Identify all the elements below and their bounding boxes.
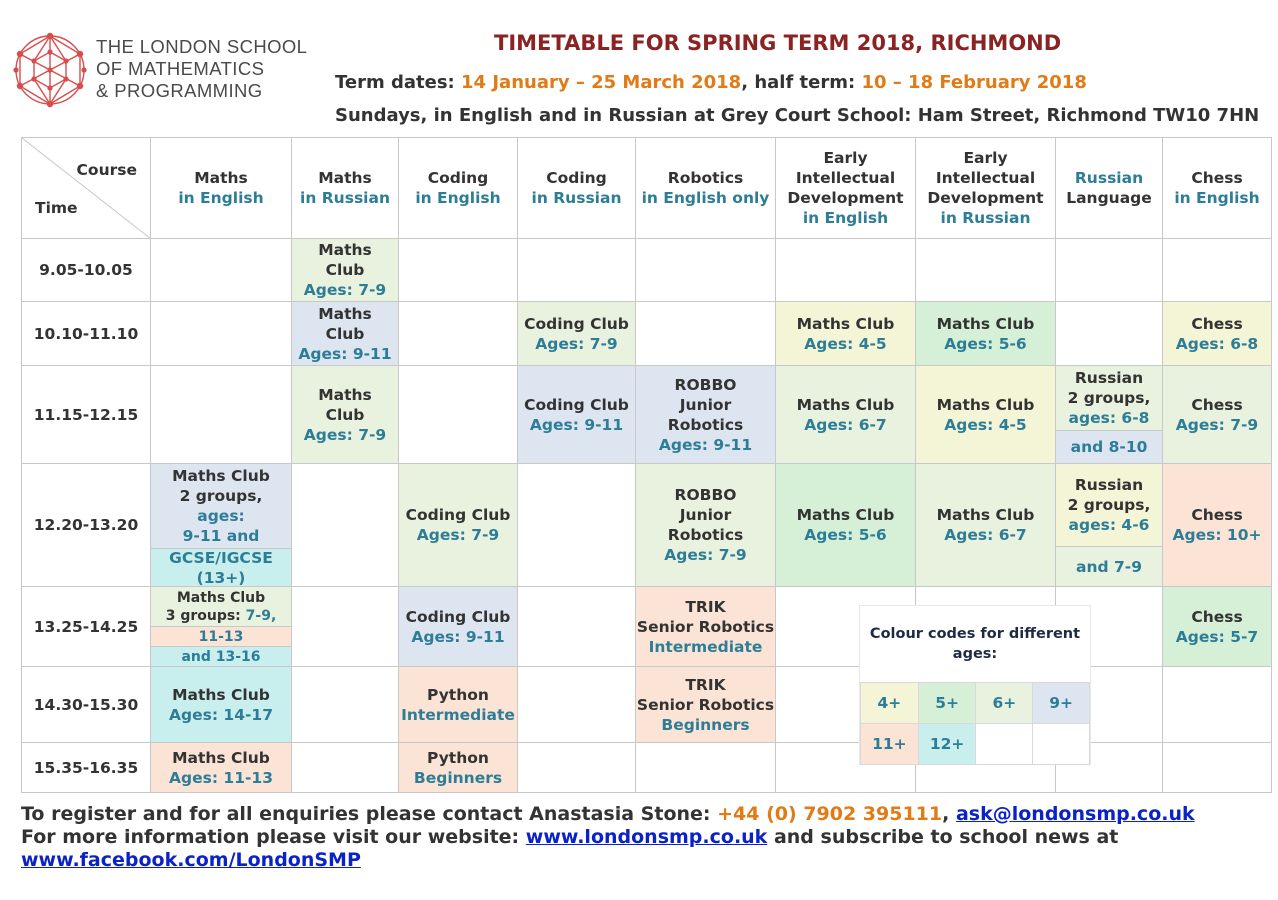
empty-cell	[399, 366, 518, 464]
class-name: TRIK	[685, 675, 726, 694]
column-header-eid-russian	[916, 138, 1056, 239]
class-ages: Ages: 7-9	[1175, 415, 1259, 434]
facebook-link[interactable]: www.facebook.com/LondonSMP	[21, 849, 361, 871]
class-name: Chess	[1191, 607, 1243, 626]
class-ages: ages: 4-6	[1068, 516, 1150, 534]
column-header-title: Maths	[194, 169, 248, 187]
class-name: Maths Club	[172, 685, 270, 704]
empty-cell	[292, 464, 399, 587]
class-ages: (13+)	[196, 568, 246, 587]
corner-cell	[22, 138, 151, 239]
empty-cell	[518, 667, 636, 743]
class-cell	[151, 587, 292, 667]
class-ages: Ages: 9-11	[658, 435, 753, 454]
empty-cell	[399, 302, 518, 366]
school-name	[96, 36, 307, 102]
class-ages: 11-13	[151, 626, 291, 646]
class-ages: Ages: 6-8	[1175, 334, 1259, 353]
term-dates-value: 14 January – 25 March 2018	[461, 72, 742, 93]
website-line	[21, 826, 1261, 849]
column-header-subtitle: in English	[415, 189, 501, 207]
empty-cell	[1163, 239, 1272, 302]
class-cell	[399, 464, 518, 587]
class-name: Coding Club	[524, 314, 629, 333]
class-ages: Ages: 10+	[1172, 526, 1262, 544]
class-cell	[399, 587, 518, 667]
legend-code-9plus: 9+	[1033, 683, 1090, 724]
class-cell	[636, 667, 776, 743]
column-header-maths-russian	[292, 138, 399, 239]
column-header-chess	[1163, 138, 1272, 239]
class-ages: Ages: 14-17	[169, 705, 273, 724]
class-ages: GCSE/IGCSE	[169, 548, 273, 567]
legend-code-6plus: 6+	[976, 683, 1033, 724]
corner-time-label: Time	[35, 199, 78, 217]
empty-cell	[518, 464, 636, 587]
class-ages: Ages: 5-7	[1175, 627, 1259, 646]
class-ages: 9-11 and	[182, 527, 260, 545]
class-ages: Ages: 5-6	[944, 334, 1027, 353]
class-subtitle: Senior Robotics	[636, 617, 775, 636]
time-slot: 12.20-13.20	[22, 464, 151, 587]
column-header-title: Maths	[318, 169, 372, 187]
school-name-line: OF MATHEMATICS	[96, 58, 265, 79]
time-slot: 11.15-12.15	[22, 366, 151, 464]
class-cell	[776, 302, 916, 366]
term-dates	[335, 72, 1087, 93]
table-row	[22, 366, 1272, 464]
class-cell	[1056, 366, 1163, 464]
class-ages: Ages: 4-5	[804, 334, 887, 353]
class-ages: Ages: 9-11	[411, 627, 505, 646]
column-header-coding-english	[399, 138, 518, 239]
column-header-subtitle: in Russian	[300, 189, 390, 207]
class-name: Maths Club	[318, 241, 372, 279]
school-name-line: THE LONDON SCHOOL	[96, 36, 308, 57]
corner-diagonal	[22, 138, 151, 239]
class-cell	[776, 464, 916, 587]
time-slot: 15.35-16.35	[22, 743, 151, 793]
empty-cell	[292, 667, 399, 743]
class-cell	[1056, 464, 1163, 587]
contact-line	[21, 803, 1261, 826]
class-ages: ages:	[197, 507, 245, 525]
table-row	[22, 302, 1272, 366]
class-cell	[292, 366, 399, 464]
empty-cell	[1163, 667, 1272, 743]
class-cell	[518, 302, 636, 366]
column-header-russian-language	[1056, 138, 1163, 239]
header-row	[22, 138, 1272, 239]
class-name: Russian	[1074, 476, 1144, 494]
column-header-subtitle: in English	[178, 189, 264, 207]
facebook-line	[21, 849, 1261, 872]
class-ages: Ages: 7-9	[303, 281, 387, 299]
column-header-coding-russian	[518, 138, 636, 239]
empty-cell	[292, 587, 399, 667]
website-text: For more information please visit our website:	[21, 826, 526, 848]
legend-code-11plus: 11+	[861, 724, 919, 765]
class-ages: Ages: 7-9	[416, 526, 500, 544]
class-cell	[292, 302, 399, 366]
column-header-subtitle: in English	[1174, 189, 1260, 207]
class-name: Maths Club	[318, 385, 372, 424]
class-level: Intermediate	[648, 637, 763, 656]
empty-cell	[916, 239, 1056, 302]
class-ages: Ages: 9-11	[529, 415, 624, 434]
class-name: Chess	[1191, 506, 1243, 524]
class-subtitle: Senior Robotics	[636, 695, 775, 714]
class-cell	[1163, 366, 1272, 464]
column-header-title: Robotics	[667, 169, 744, 187]
colour-legend	[860, 606, 1090, 764]
table-row	[22, 239, 1272, 302]
class-cell	[399, 743, 518, 793]
school-name-line: & PROGRAMMING	[96, 80, 263, 101]
class-ages: and 7-9	[1056, 546, 1162, 586]
contact-text: To register and for all enquiries please contact Anastasia Stone:	[21, 803, 718, 825]
legend-code-12plus: 12+	[918, 724, 976, 765]
legend-empty-cell	[976, 724, 1033, 765]
legend-code-4plus: 4+	[861, 683, 919, 724]
class-level: Beginners	[661, 715, 750, 734]
class-name: Maths Club	[796, 314, 895, 333]
empty-cell	[151, 239, 292, 302]
table-row	[22, 464, 1272, 587]
class-cell	[399, 667, 518, 743]
column-header-subtitle: in English only	[641, 189, 770, 207]
class-cell	[636, 366, 776, 464]
time-slot: 10.10-11.10	[22, 302, 151, 366]
separator: ,	[942, 803, 956, 825]
class-ages: Ages: 7-9	[664, 546, 747, 564]
page-title: TIMETABLE FOR SPRING TERM 2018, RICHMOND	[494, 31, 1062, 55]
class-cell	[151, 743, 292, 793]
class-cell	[151, 464, 292, 587]
class-ages: and 8-10	[1056, 430, 1162, 463]
term-label: Term dates:	[335, 72, 462, 93]
class-ages: Ages: 9-11	[298, 344, 392, 363]
class-ages: Ages: 6-7	[804, 415, 887, 434]
phone-number: +44 (0) 7902 395111	[717, 803, 943, 825]
class-name: Maths Club	[936, 314, 1035, 333]
column-header-subtitle: in Russian	[531, 189, 622, 207]
empty-cell	[518, 587, 636, 667]
class-level: Beginners	[413, 768, 503, 787]
class-groups: 2 groups,	[1067, 496, 1151, 514]
class-cell	[776, 366, 916, 464]
empty-cell	[636, 239, 776, 302]
half-term-value: 10 – 18 February 2018	[861, 72, 1087, 93]
class-cell	[151, 667, 292, 743]
class-name: Maths Club	[936, 395, 1035, 414]
class-cell	[636, 464, 776, 587]
column-header-robotics	[636, 138, 776, 239]
class-name: Maths Club	[318, 304, 372, 343]
empty-cell	[518, 743, 636, 793]
corner-course-label: Course	[76, 161, 137, 179]
class-ages: Ages: 7-9	[303, 425, 387, 444]
empty-cell	[151, 366, 292, 464]
class-ages: Ages: 6-7	[944, 526, 1027, 544]
empty-cell	[636, 743, 776, 793]
class-cell	[916, 464, 1056, 587]
half-term-label: , half term:	[741, 72, 862, 93]
class-name: Maths Club	[172, 467, 270, 485]
class-cell	[292, 239, 399, 302]
class-ages: and 13-16	[151, 646, 291, 666]
empty-cell	[151, 302, 292, 366]
class-cell	[916, 302, 1056, 366]
class-name: TRIK	[685, 597, 726, 616]
class-ages: Ages: 4-5	[944, 415, 1027, 434]
empty-cell	[399, 239, 518, 302]
class-cell	[1163, 587, 1272, 667]
empty-cell	[1163, 743, 1272, 793]
class-groups: 2 groups,	[1067, 389, 1151, 407]
time-slot: 9.05-10.05	[22, 239, 151, 302]
class-name: Maths Club	[936, 506, 1035, 524]
column-header-eid-english	[776, 138, 916, 239]
class-name: Russian	[1074, 369, 1144, 387]
class-ages: 7-9,	[240, 607, 277, 624]
column-header-title: Early Intellectual Development	[927, 149, 1044, 207]
empty-cell	[518, 239, 636, 302]
class-cell	[1163, 302, 1272, 366]
class-name: Python	[427, 748, 489, 767]
class-level: Intermediate	[401, 705, 515, 724]
class-name: Coding Club	[524, 395, 629, 414]
class-cell	[518, 366, 636, 464]
class-name: ROBBO Junior Robotics	[667, 375, 744, 434]
class-name: Maths Club	[172, 748, 270, 767]
legend-empty-cell	[1033, 724, 1090, 765]
venue-line: Sundays, in English and in Russian at Grey Court School: Ham Street, Richmond TW10 7HN	[335, 105, 1260, 126]
column-header-maths-english	[151, 138, 292, 239]
class-ages: Ages: 7-9	[535, 334, 618, 353]
column-header-title: Early Intellectual Development	[787, 149, 904, 207]
class-name: Maths Club	[796, 395, 895, 414]
empty-cell	[636, 302, 776, 366]
column-header-subtitle: in English	[802, 209, 889, 227]
class-cell	[916, 366, 1056, 464]
class-name: ROBBO Junior Robotics	[667, 486, 744, 544]
legend-grid	[860, 682, 1090, 765]
class-ages: ages: 6-8	[1068, 409, 1150, 427]
column-header-title: Coding	[427, 169, 489, 187]
empty-cell	[1056, 239, 1163, 302]
class-cell	[636, 587, 776, 667]
class-name: Maths Club	[176, 589, 266, 606]
time-slot: 13.25-14.25	[22, 587, 151, 667]
class-name: Coding Club	[405, 506, 511, 524]
legend-code-5plus: 5+	[918, 683, 976, 724]
class-groups: 3 groups:	[165, 607, 241, 624]
class-name: Maths Club	[796, 506, 895, 524]
empty-cell	[776, 239, 916, 302]
school-logo-icon	[8, 28, 92, 112]
time-slot: 14.30-15.30	[22, 667, 151, 743]
subscribe-text: and subscribe to school news at	[767, 826, 1119, 848]
footer	[21, 803, 1261, 872]
column-header-title: Russian	[1074, 169, 1144, 187]
column-header-title: Coding	[546, 169, 607, 187]
class-ages: Ages: 11-13	[169, 768, 273, 787]
empty-cell	[1056, 302, 1163, 366]
empty-cell	[292, 743, 399, 793]
class-groups: 2 groups,	[179, 487, 263, 505]
class-name: Chess	[1191, 395, 1243, 414]
class-name: Chess	[1191, 314, 1243, 333]
column-header-subtitle: Language	[1066, 189, 1152, 207]
legend-title: Colour codes for different ages:	[869, 626, 1081, 662]
class-name: Python	[427, 685, 489, 704]
email-link[interactable]: ask@londonsmp.co.uk	[955, 803, 1195, 825]
column-header-subtitle: in Russian	[940, 209, 1031, 227]
class-name: Coding Club	[405, 607, 511, 626]
column-header-title: Chess	[1191, 169, 1243, 187]
class-ages: Ages: 5-6	[804, 526, 887, 544]
class-cell	[1163, 464, 1272, 587]
website-link[interactable]: www.londonsmp.co.uk	[525, 826, 768, 848]
